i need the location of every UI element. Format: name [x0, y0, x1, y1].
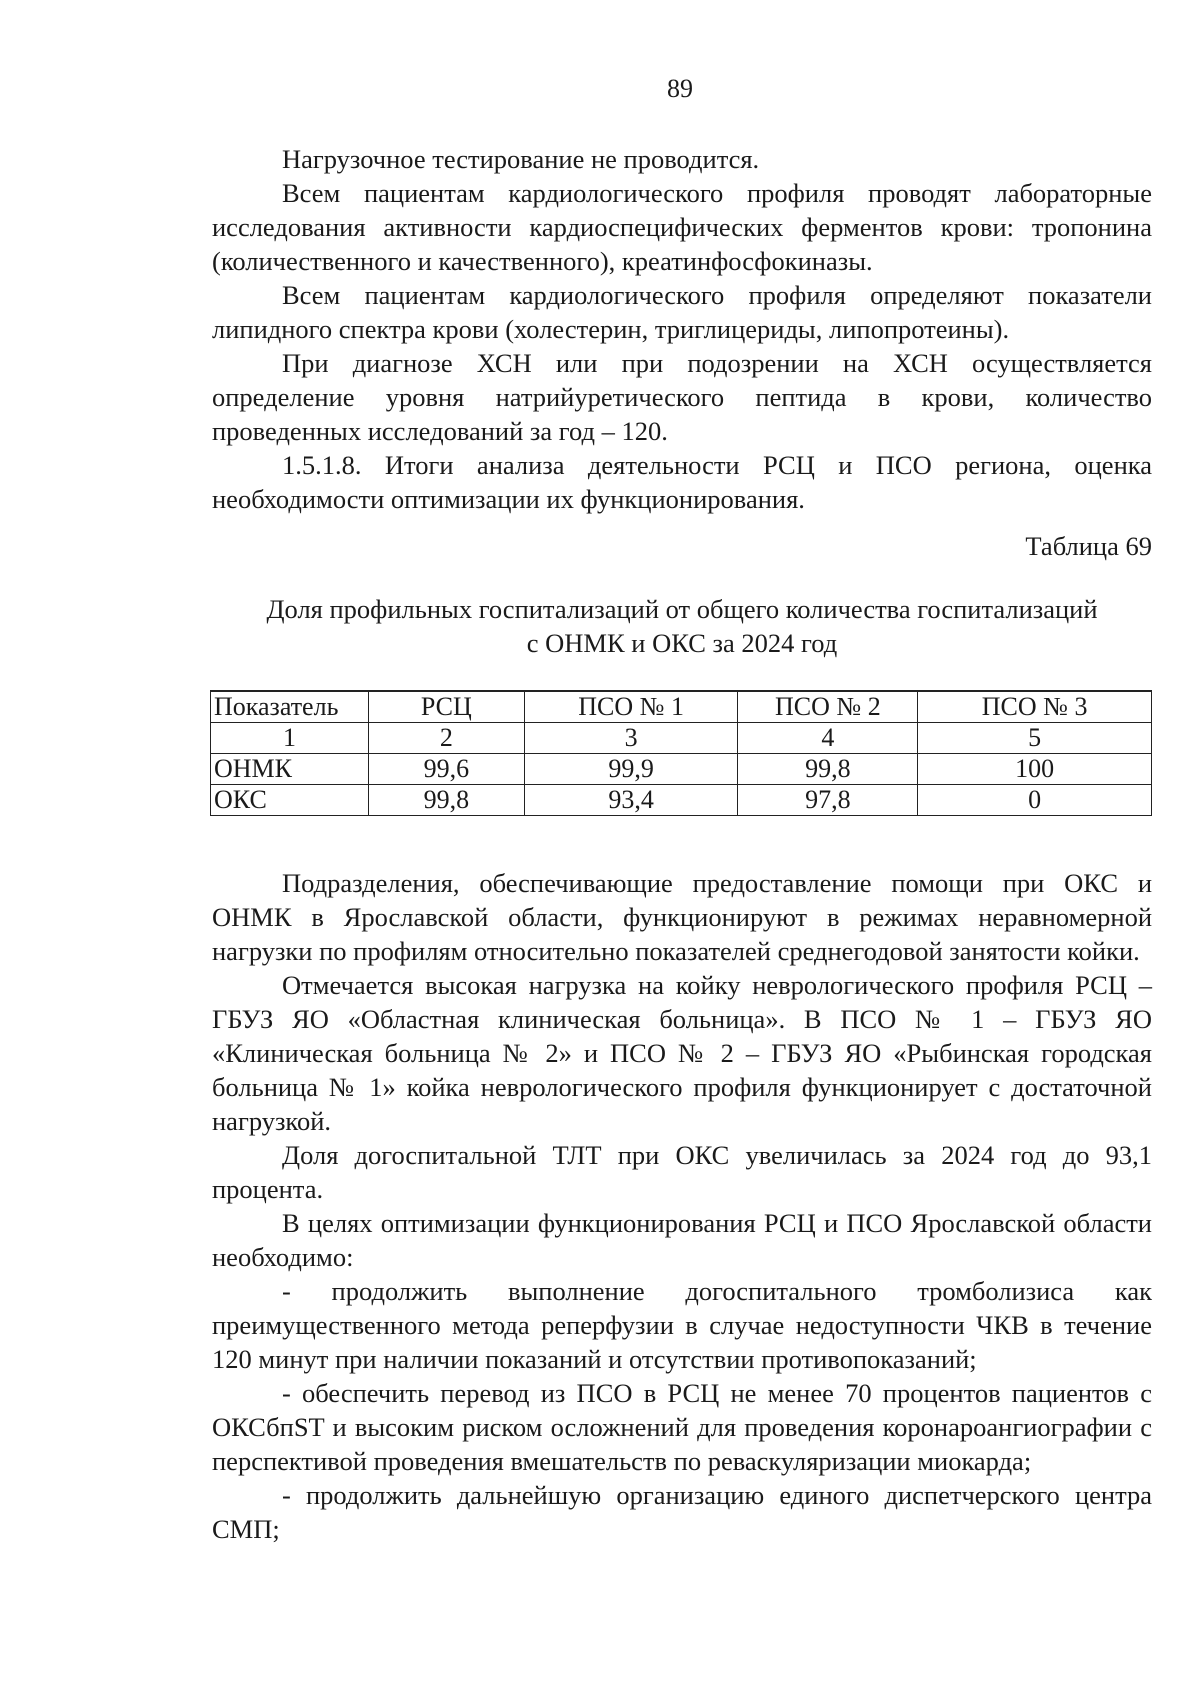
- page-number: 89: [667, 74, 693, 103]
- table-title-line: Доля профильных госпитализаций от общего количества госпитализаций: [266, 594, 1098, 624]
- list-item: - продолжить выполнение догоспитального тромболизиса как преимущественного метода реперфузии в случае недоступности ЧКВ в течение 120 минут при наличии показаний и отсутствии противопоказаний;: [212, 1276, 1152, 1374]
- table-cell: 1: [211, 723, 369, 754]
- row-label: ОКС: [211, 785, 369, 816]
- paragraph: Всем пациентам кардиологического профиля определяют показатели липидного спектра крови (холестерин, триглицериды, липопротеины).: [212, 280, 1152, 344]
- paragraph: В целях оптимизации функционирования РСЦ и ПСО Ярославской области необходимо:: [212, 1208, 1152, 1272]
- section-paragraph: 1.5.1.8. Итоги анализа деятельности РСЦ и ПСО региона, оценка необходимости оптимизации их функционирования.: [212, 450, 1152, 514]
- table-cell: 99,6: [368, 754, 524, 785]
- paragraph: Всем пациентам кардиологического профиля проводят лабораторные исследования активности кардиоспецифических ферментов крови: тропонина (количественного и качественного), креатинфосфокиназы.: [212, 178, 1152, 276]
- table-cell: 3: [524, 723, 738, 754]
- bottom-text-block: [212, 866, 1152, 1546]
- table-cell: 5: [918, 723, 1152, 754]
- table-cell: 100: [918, 754, 1152, 785]
- list-item: - обеспечить перевод из ПСО в РСЦ не менее 70 процентов пациентов с ОКСбпST и высоким риском осложнений для проведения коронароангиографии с перспективой проведения вмешательств по реваскуляризации миокарда;: [212, 1378, 1152, 1476]
- table-cell: 99,9: [524, 754, 738, 785]
- row-label: ОНМК: [211, 754, 369, 785]
- table-cell: 2: [368, 723, 524, 754]
- header-cell-pso-3: ПСО № 3: [918, 691, 1152, 723]
- data-table: [210, 690, 1152, 816]
- table-title: [212, 592, 1152, 660]
- header-cell-indicator: Показатель: [211, 691, 369, 723]
- table-label: Таблица 69: [1025, 531, 1152, 561]
- paragraph: Подразделения, обеспечивающие предоставление помощи при ОКС и ОНМК в Ярославской области, функционируют в режимах неравномерной нагрузки по профилям относительно показателей среднегодовой занятости койки.: [212, 868, 1152, 966]
- list-item: - продолжить дальнейшую организацию единого диспетчерского центра СМП;: [212, 1480, 1152, 1544]
- header-cell-pso-2: ПСО № 2: [738, 691, 918, 723]
- header-cell-pso-1: ПСО № 1: [524, 691, 738, 723]
- table-cell: 99,8: [738, 754, 918, 785]
- table-cell: 0: [918, 785, 1152, 816]
- table-cell: 97,8: [738, 785, 918, 816]
- paragraph: Доля догоспитальной ТЛТ при ОКС увеличилась за 2024 год до 93,1 процента.: [212, 1140, 1152, 1204]
- paragraph: Нагрузочное тестирование не проводится.: [282, 144, 760, 174]
- table-cell: 99,8: [368, 785, 524, 816]
- paragraph: При диагнозе ХСН или при подозрении на ХСН осуществляется определение уровня натрийуретического пептида в крови, количество проведенных исследований за год – 120.: [212, 348, 1152, 446]
- table-cell: 4: [738, 723, 918, 754]
- table-cell: 93,4: [524, 785, 738, 816]
- table-numbering-row: [211, 723, 1152, 754]
- header-cell-rsc: РСЦ: [368, 691, 524, 723]
- table-title-line: с ОНМК и ОКС за 2024 год: [526, 628, 838, 658]
- table-header-row: [211, 691, 1152, 723]
- table-row: [211, 754, 1152, 785]
- paragraph: Отмечается высокая нагрузка на койку неврологического профиля РСЦ – ГБУЗ ЯО «Областная клиническая больница». В ПСО № 1 – ГБУЗ ЯО «Клиническая больница № 2» и ПСО № 2 – ГБУЗ ЯО «Рыбинская городская больница № 1» койка неврологического профиля функционирует с достаточной нагрузкой.: [212, 970, 1152, 1136]
- top-text-block: [212, 142, 1152, 516]
- table-row: [211, 785, 1152, 816]
